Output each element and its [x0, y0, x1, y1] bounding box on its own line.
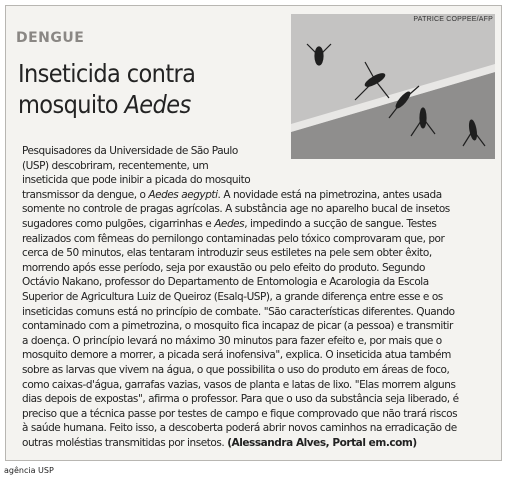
headline-line-2: [18, 89, 195, 120]
body-line: [22, 363, 500, 378]
body-text: outras moléstias transmitidas por insetos.: [22, 436, 225, 449]
body-text: cerca de 50 minutos, elas tentaram introduzir seus estiletes na pele sem obter êxito,: [22, 247, 432, 260]
body-text: contaminado com a pimetrozina, o mosquito fica incapaz de picar (a pessoa) e transmitir: [22, 320, 453, 333]
body-line: [22, 275, 500, 290]
body-line: [22, 246, 500, 261]
body-text: , impedindo a sucção de sangue. Testes: [244, 217, 437, 230]
body-text: inseticidas comuns está no princípio de combate. "São características diferentes. Quando: [22, 305, 455, 318]
body-text: Superior de Agricultura Luiz de Queiroz (Esalq-USP), a grande diferença entre esse e os: [22, 290, 443, 303]
body-text: preciso que a técnica passe por testes de campo e fique comprovado que não trará riscos: [22, 407, 458, 420]
body-line: [22, 334, 500, 349]
headline: [18, 58, 195, 120]
body-line: [22, 348, 500, 363]
body-text: inseticida que pode inibir a picada do mosquito: [22, 174, 251, 187]
body-line: [22, 421, 500, 436]
body-line: [22, 217, 500, 232]
body-text: sobre as larvas que vivem na água, o que possibilita o uso do produto em áreas de foco,: [22, 363, 450, 376]
body-text: transmissor da dengue, o: [22, 188, 149, 201]
newspaper-clipping: [5, 5, 502, 461]
body-line: [22, 261, 500, 276]
body-line: [22, 378, 500, 393]
body-line: [22, 173, 284, 188]
body-line: [22, 407, 500, 422]
body-text: morrendo após esse período, seja por exaustão ou pelo efeito do produto. Segundo: [22, 261, 425, 274]
section-label: DENGUE: [16, 30, 85, 46]
headline-italic: Aedes: [124, 90, 191, 119]
body-text: sugadores como pulgões, cigarrinhas e: [22, 217, 215, 230]
body-text: . A novidade está na pimetrozina, antes usada: [217, 188, 442, 201]
body-line: [22, 232, 500, 247]
body-text: mosquito demore a morrer, a picada será inofensiva", explica. O inseticida atua também: [22, 349, 451, 362]
article-body: [22, 144, 500, 450]
mosquito-photo: [291, 14, 495, 159]
species-name: Aedes aegypti: [148, 188, 218, 201]
body-text: realizados com fêmeas do pernilongo contaminadas pelo tóxico comprovaram que, por: [22, 232, 445, 245]
body-line: [22, 188, 500, 203]
headline-line-1: Inseticida contra: [18, 59, 196, 88]
body-text: Octávio Nakano, professor do Departamento de Entomologia e Acarologia da Escola: [22, 276, 429, 289]
body-line: [22, 305, 500, 320]
body-line: [22, 392, 500, 407]
photo-credit: PATRICE COPPEE/AFP: [413, 16, 493, 23]
body-line: [22, 436, 500, 451]
body-text: à saúde humana. Feito isso, a descoberta poderá abrir novos caminhos na erradicação de: [22, 422, 457, 435]
body-line: [22, 290, 500, 305]
body-text: como caixas-d'água, garrafas vazias, vasos de planta e latas de lixo. "Elas morrem alguns: [22, 378, 456, 391]
body-line: [22, 159, 284, 174]
headline-plain: mosquito: [18, 90, 125, 119]
body-text: dias depois de expostas", afirma o professor. Para que o uso da substância seja liberado, é: [22, 393, 459, 406]
mosquito-photo-graphic: [291, 14, 495, 159]
source-caption: agência USP: [4, 466, 54, 475]
body-line: [22, 202, 500, 217]
body-line: [22, 144, 284, 159]
body-line: [22, 319, 500, 334]
body-text: Pesquisadores da Universidade de São Paulo: [22, 145, 238, 157]
body-text: somente no controle de pragas agrícolas. A substância age no aparelho bucal de insetos: [22, 203, 450, 216]
species-name: Aedes: [214, 217, 245, 230]
body-text: (USP) descobriram, recentemente, um: [22, 159, 209, 172]
body-text: a doença. O princípio levará no máximo 30 minutos para fazer efeito e, por mais que o: [22, 334, 442, 347]
author-signature: (Alessandra Alves, Portal em.com): [227, 436, 417, 449]
